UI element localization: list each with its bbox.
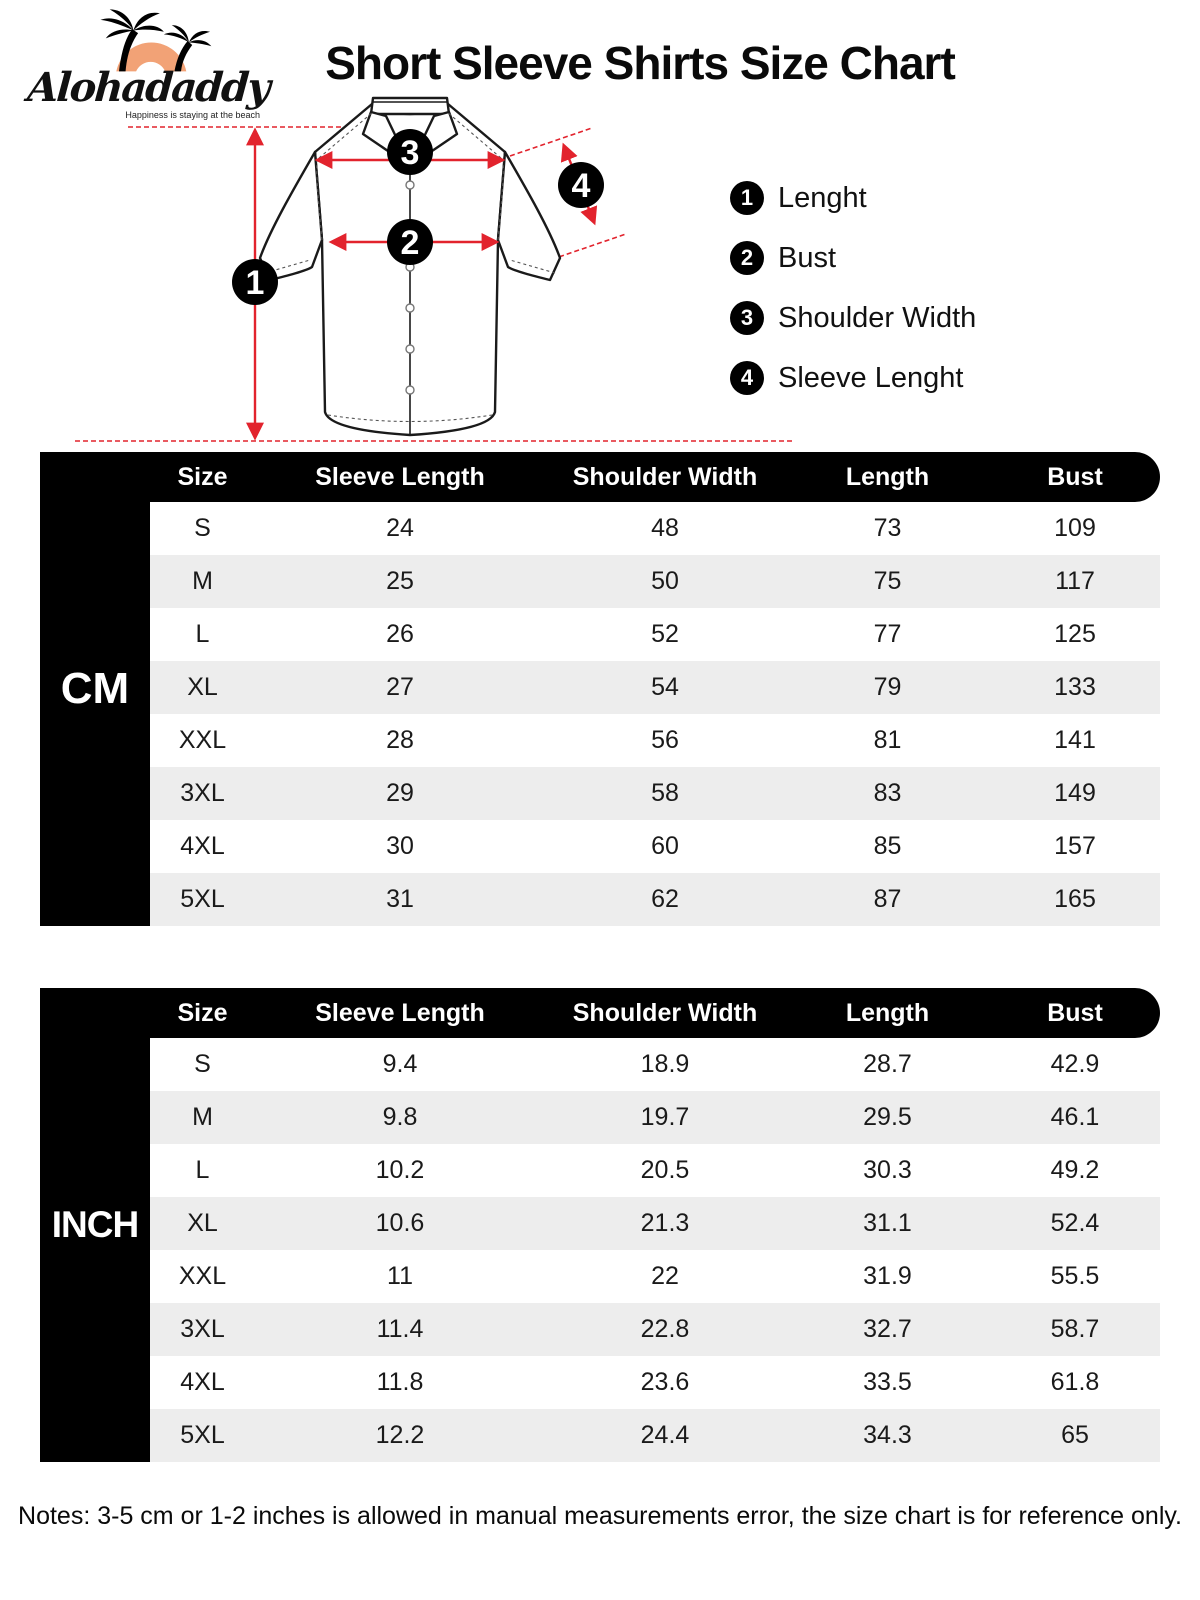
table-cell: 48 bbox=[651, 514, 679, 542]
legend-item-sleeve-length bbox=[730, 361, 976, 395]
table-cell: 3XL bbox=[180, 779, 225, 807]
table-cell: 141 bbox=[1054, 726, 1096, 754]
table-cell: S bbox=[194, 514, 211, 542]
marker-3-badge bbox=[387, 129, 433, 175]
table-row bbox=[150, 555, 1160, 608]
table-cell: 34.3 bbox=[863, 1421, 912, 1449]
table-row bbox=[150, 1250, 1160, 1303]
table-row bbox=[150, 1197, 1160, 1250]
table-cell: 4XL bbox=[180, 1368, 225, 1396]
column-header: Shoulder Width bbox=[572, 462, 758, 491]
marker-4-badge bbox=[558, 162, 604, 208]
notes-text: Notes: 3-5 cm or 1-2 inches is allowed in manual measurements error, the size chart is for reference only. bbox=[18, 1502, 1182, 1530]
table-cell: 87 bbox=[873, 885, 902, 913]
table-cell: 4XL bbox=[180, 832, 225, 860]
table-row bbox=[150, 502, 1160, 555]
legend-label-bust: Bust bbox=[778, 241, 837, 274]
table-row bbox=[150, 820, 1160, 873]
table-cell: 18.9 bbox=[640, 1050, 690, 1078]
table-cell: 125 bbox=[1054, 620, 1096, 648]
legend-item-bust bbox=[730, 241, 976, 275]
table-cell: L bbox=[195, 620, 210, 648]
svg-text:4: 4 bbox=[571, 167, 591, 205]
table-cell: 55.5 bbox=[1050, 1262, 1100, 1290]
table-cell: 85 bbox=[873, 832, 902, 860]
table-row bbox=[150, 1409, 1160, 1462]
table-cell: 20.5 bbox=[640, 1156, 690, 1184]
table-cell: 11.8 bbox=[376, 1368, 424, 1396]
table-cell: 62 bbox=[651, 885, 679, 913]
table-cell: 79 bbox=[873, 673, 902, 701]
table-cell: 109 bbox=[1054, 514, 1096, 542]
table-cell: 157 bbox=[1054, 832, 1096, 860]
table-cell: 28.7 bbox=[863, 1050, 912, 1078]
column-header: Sleeve Length bbox=[315, 998, 485, 1027]
column-header: Size bbox=[177, 998, 228, 1027]
marker-1-badge bbox=[232, 259, 278, 305]
table-cell: 30.3 bbox=[863, 1156, 912, 1184]
table-cell: 23.6 bbox=[640, 1368, 690, 1396]
table-header-row bbox=[40, 452, 1160, 502]
table-row bbox=[150, 1038, 1160, 1091]
table-cell: S bbox=[194, 1050, 211, 1078]
table-cell: XXL bbox=[178, 1262, 227, 1290]
table-cell: 9.8 bbox=[382, 1103, 418, 1131]
table-cell: 149 bbox=[1054, 779, 1096, 807]
table-row bbox=[150, 767, 1160, 820]
legend-badge-3: 3 bbox=[730, 301, 764, 335]
table-cell: 24.4 bbox=[640, 1421, 690, 1449]
table-cell: 73 bbox=[873, 514, 902, 542]
table-cell: 56 bbox=[651, 726, 679, 754]
page-title: Short Sleeve Shirts Size Chart bbox=[325, 37, 955, 89]
marker-2-badge bbox=[387, 219, 433, 265]
table-cell: 33.5 bbox=[863, 1368, 912, 1396]
legend-badge-4: 4 bbox=[730, 361, 764, 395]
table-cell: 42.9 bbox=[1050, 1050, 1100, 1078]
table-row bbox=[150, 1356, 1160, 1409]
table-cell: 58 bbox=[651, 779, 679, 807]
table-cell: 50 bbox=[651, 567, 679, 595]
table-cell: 10.6 bbox=[375, 1209, 425, 1237]
table-cell: 75 bbox=[873, 567, 902, 595]
table-body bbox=[150, 1038, 1160, 1462]
table-cell: M bbox=[192, 1103, 213, 1131]
table-cell: 5XL bbox=[180, 885, 225, 913]
unit-label: INCH bbox=[40, 988, 150, 1462]
table-cell: 29 bbox=[386, 779, 414, 807]
table-cell: 26 bbox=[386, 620, 414, 648]
svg-text:2: 2 bbox=[400, 224, 420, 262]
table-cell: 31 bbox=[386, 885, 414, 913]
table-cell: 133 bbox=[1054, 673, 1096, 701]
table-cell: 21.3 bbox=[640, 1209, 690, 1237]
table-body bbox=[150, 502, 1160, 926]
table-cell: 52.4 bbox=[1050, 1209, 1100, 1237]
legend-badge-1: 1 bbox=[730, 181, 764, 215]
column-header: Sleeve Length bbox=[315, 462, 485, 491]
measurement-legend bbox=[730, 181, 976, 395]
legend-item-length bbox=[730, 181, 976, 215]
table-cell: 83 bbox=[873, 779, 902, 807]
table-cell: 22.8 bbox=[640, 1315, 690, 1343]
brand-name: Alohadaddy bbox=[25, 64, 271, 111]
table-cell: 12.2 bbox=[375, 1421, 425, 1449]
table-cell: 10.2 bbox=[375, 1156, 425, 1184]
legend-label-length: Lenght bbox=[778, 181, 867, 214]
table-cell: 29.5 bbox=[863, 1103, 912, 1131]
table-cell: 117 bbox=[1055, 567, 1095, 595]
table-cell: 81 bbox=[873, 726, 902, 754]
table-row bbox=[150, 661, 1160, 714]
legend-item-shoulder-width bbox=[730, 301, 976, 335]
table-cell: 25 bbox=[386, 567, 414, 595]
table-cell: 32.7 bbox=[863, 1315, 912, 1343]
table-cell: 46.1 bbox=[1050, 1103, 1100, 1131]
table-cell: 27 bbox=[386, 673, 414, 701]
table-cell: 65 bbox=[1061, 1421, 1089, 1449]
table-cell: 5XL bbox=[180, 1421, 225, 1449]
table-cell: XL bbox=[187, 1209, 218, 1237]
size-table-inch bbox=[40, 988, 1160, 1462]
table-cell: XL bbox=[187, 673, 218, 701]
table-cell: 22 bbox=[651, 1262, 679, 1290]
size-table-cm bbox=[40, 452, 1160, 926]
table-cell: 9.4 bbox=[382, 1050, 418, 1078]
column-header: Length bbox=[845, 462, 930, 491]
table-cell: L bbox=[195, 1156, 210, 1184]
table-cell: 61.8 bbox=[1050, 1368, 1100, 1396]
table-cell: 52 bbox=[651, 620, 679, 648]
table-cell: 31.9 bbox=[863, 1262, 912, 1290]
table-row bbox=[150, 608, 1160, 661]
legend-label-sleeve-length: Sleeve Lenght bbox=[778, 361, 964, 394]
column-header: Bust bbox=[1047, 462, 1103, 491]
table-cell: 77 bbox=[873, 620, 902, 648]
table-cell: 24 bbox=[386, 514, 414, 542]
shirt-measurement-diagram bbox=[60, 90, 800, 460]
column-header: Length bbox=[845, 998, 930, 1027]
svg-text:3: 3 bbox=[400, 134, 420, 172]
table-cell: 31.1 bbox=[863, 1209, 912, 1237]
table-cell: 11.4 bbox=[376, 1315, 424, 1343]
unit-label: CM bbox=[40, 452, 150, 926]
svg-text:1: 1 bbox=[245, 264, 265, 302]
table-cell: XXL bbox=[178, 726, 227, 754]
column-header: Size bbox=[177, 462, 228, 491]
table-cell: 11 bbox=[387, 1262, 413, 1290]
table-cell: 165 bbox=[1054, 885, 1096, 913]
table-cell: 54 bbox=[651, 673, 679, 701]
legend-badge-2: 2 bbox=[730, 241, 764, 275]
column-header: Bust bbox=[1047, 998, 1103, 1027]
table-row bbox=[150, 873, 1160, 926]
table-cell: 60 bbox=[651, 832, 679, 860]
table-row bbox=[150, 1303, 1160, 1356]
table-header-row bbox=[40, 988, 1160, 1038]
table-row bbox=[150, 1091, 1160, 1144]
legend-label-shoulder-width: Shoulder Width bbox=[778, 301, 977, 334]
table-cell: 30 bbox=[386, 832, 414, 860]
column-header: Shoulder Width bbox=[572, 998, 758, 1027]
table-cell: M bbox=[192, 567, 213, 595]
table-cell: 3XL bbox=[180, 1315, 225, 1343]
table-cell: 58.7 bbox=[1050, 1315, 1100, 1343]
table-cell: 19.7 bbox=[640, 1103, 690, 1131]
table-cell: 28 bbox=[386, 726, 414, 754]
brand-tagline: Happiness is staying at the beach bbox=[125, 110, 260, 120]
table-row bbox=[150, 1144, 1160, 1197]
table-cell: 49.2 bbox=[1050, 1156, 1100, 1184]
table-row bbox=[150, 714, 1160, 767]
